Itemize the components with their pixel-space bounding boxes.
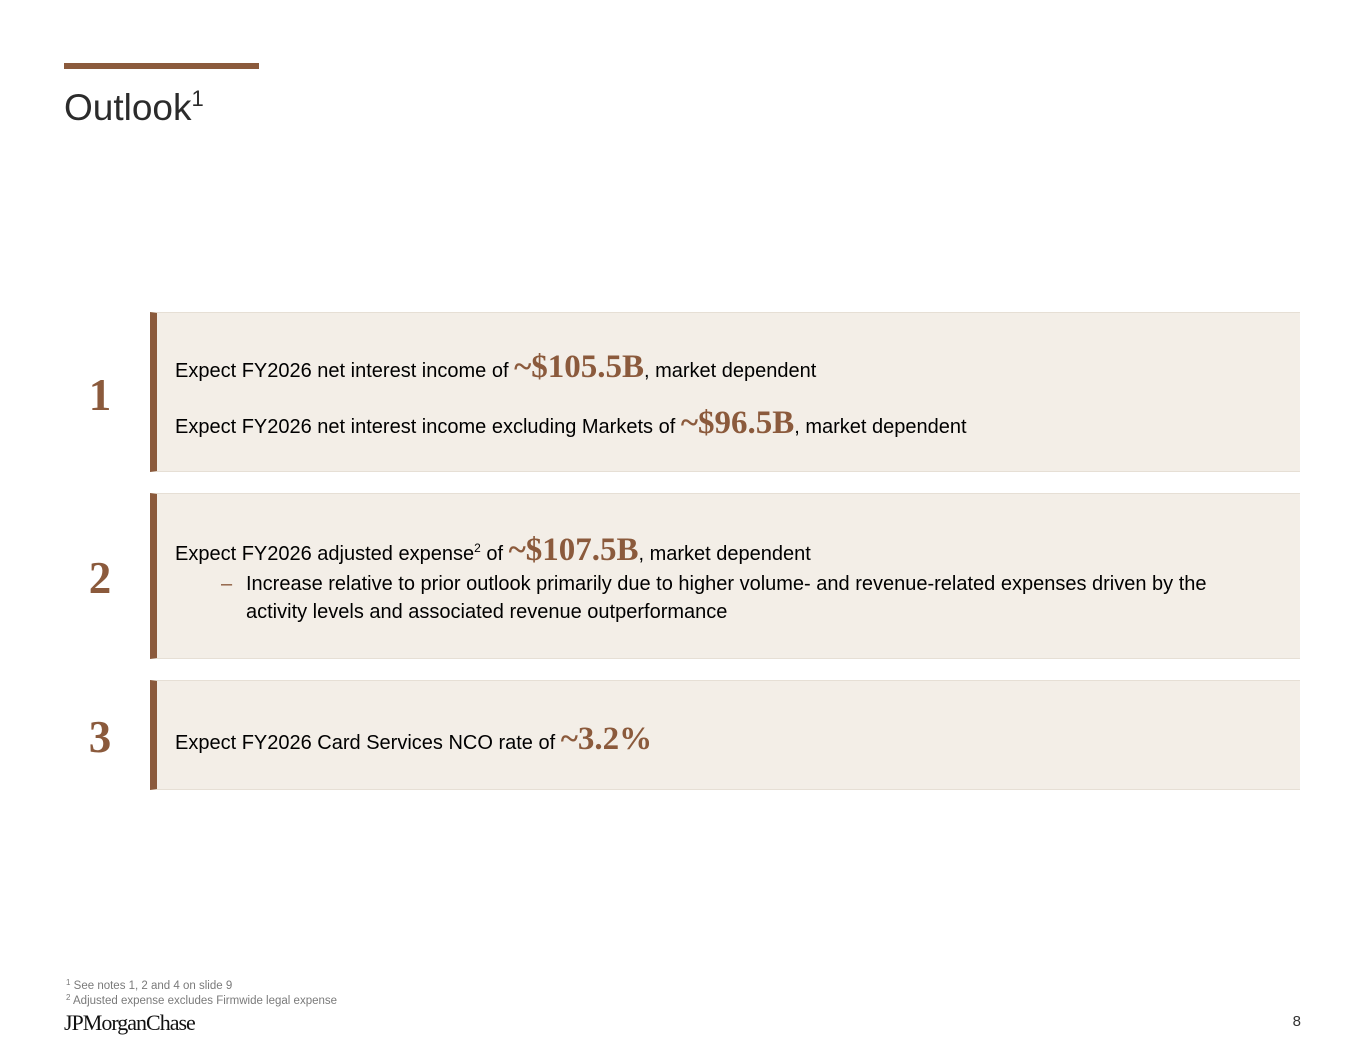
- footnote-1: [66, 979, 232, 993]
- outlook-line-suffix: , market dependent: [794, 416, 967, 438]
- item-number-1: 1: [88, 370, 112, 420]
- nco-value: ~3.2%: [560, 721, 653, 757]
- expense-footnote-ref: 2: [474, 541, 481, 555]
- title-accent-rule: [64, 63, 259, 69]
- outlook-line-text: Expect FY2026 adjusted expense: [175, 543, 475, 565]
- item-number-3: 3: [88, 712, 112, 762]
- footnote-2: [66, 994, 337, 1008]
- title-footnote-ref: 1: [191, 86, 204, 111]
- outlook-line-nii-ex-markets: [175, 405, 967, 441]
- sub-bullet-text: Increase relative to prior outlook primarily due to higher volume- and revenue-related expenses driven by the activity levels and associated revenue outperformance: [246, 573, 1207, 623]
- company-logo: JPMorganChase: [64, 1010, 195, 1035]
- page-number: 8: [1292, 1013, 1301, 1030]
- outlook-line-suffix: , market dependent: [644, 360, 817, 382]
- item-number-2: 2: [88, 553, 112, 603]
- outlook-line-nco: [175, 721, 653, 757]
- outlook-panel-2: [150, 493, 1300, 659]
- nii-ex-markets-value: ~$96.5B: [680, 405, 795, 441]
- nii-value: ~$105.5B: [514, 349, 644, 385]
- outlook-line-text: Expect FY2026 net interest income excluding Markets of: [175, 416, 681, 438]
- footnote-ref: 2: [66, 993, 71, 1002]
- footnote-ref: 1: [66, 978, 71, 987]
- outlook-line-expense: [175, 532, 811, 568]
- outlook-line-text: Expect FY2026 net interest income of: [175, 360, 515, 382]
- page-title: [64, 86, 204, 130]
- footnote-text: See notes 1, 2 and 4 on slide 9: [73, 980, 233, 992]
- outlook-panel-1: [150, 312, 1300, 472]
- outlook-line-nii: [175, 349, 817, 385]
- outlook-line-mid: of: [480, 543, 509, 565]
- outlook-panel-3: [150, 680, 1300, 790]
- page-title-text: Outlook: [64, 87, 192, 128]
- sub-bullet: [221, 570, 1261, 626]
- outlook-line-suffix: , market dependent: [638, 543, 811, 565]
- sub-bullet-marker: –: [221, 573, 233, 595]
- footnote-text: Adjusted expense excludes Firmwide legal expense: [73, 995, 338, 1007]
- outlook-line-text: Expect FY2026 Card Services NCO rate of: [175, 732, 561, 754]
- expense-value: ~$107.5B: [508, 532, 639, 568]
